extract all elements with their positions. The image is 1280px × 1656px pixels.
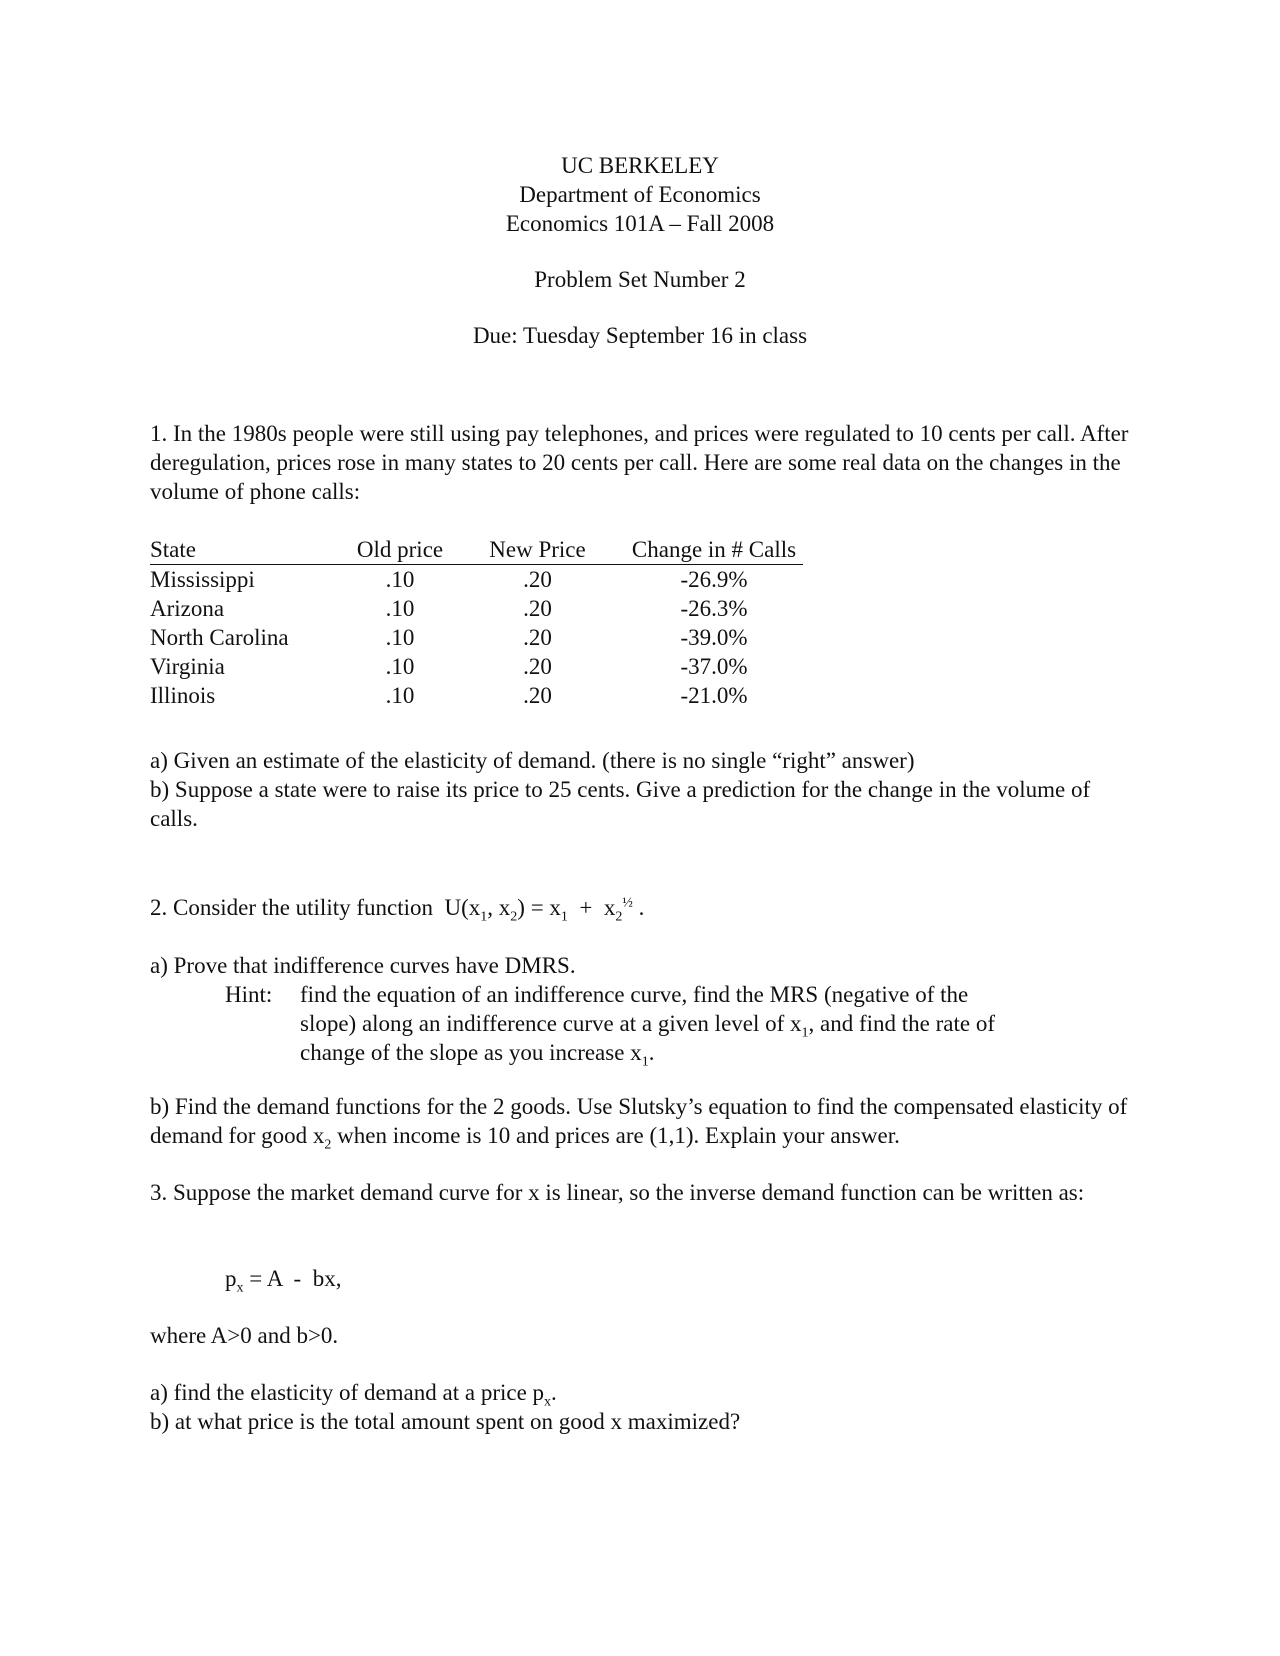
question-3-parts <box>150 1378 1130 1436</box>
document-header <box>0 151 1280 350</box>
question-2-intro: 2. Consider the utility function $U(x_1$, $x_2) = x_1 + x_2^{\frac{1}{2}}$ . <box>150 895 645 925</box>
due-date: Due: Tuesday September 16 in class <box>472 323 808 348</box>
column-header-old-price: Old price <box>350 535 450 565</box>
table-row: Illinois .10 .20 -21.0% <box>150 683 748 708</box>
phone-calls-table <box>150 535 803 710</box>
table-row: Virginia .10 .20 -37.0% <box>150 654 748 679</box>
course-title: Economics 101A – Fall 2008 <box>505 211 775 236</box>
question-2b: b) Find the demand functions for the 2 goods. Use Slutsky’s equation to find the compensated elasticity of demand for good $x_2$ when income is 10 and prices are (1,1). Explain your answer. <box>150 1094 1128 1153</box>
question-1-parts <box>150 746 1130 833</box>
question-3-intro: 3. Suppose the market demand curve for x is linear, so the inverse demand function can be written as: <box>150 1180 1085 1205</box>
utility-function: $U(x_1$, $x_2) = x_1 + x_2^{\frac{1}{2}}$ . <box>444 895 645 925</box>
table-row: Arizona .10 .20 -26.3% <box>150 596 748 621</box>
hint-text: find the equation of an indifference curve, find the MRS (negative of the slope) along an indifference curve at a given level of $x_1$, and find the rate of change of the slope as you increase $x_1$. <box>300 982 996 1070</box>
question-1b: b) Suppose a state were to raise its price to 25 cents. Give a prediction for the change in the volume of calls. <box>150 777 1091 831</box>
inverse-demand-equation: $p_x = A$ - bx, <box>225 1266 342 1296</box>
hint-label: Hint: <box>225 982 273 1007</box>
question-2a: a) Prove that indifference curves have DMRS. Hint: find the equation of an indifference curve, find the MRS (negative of the slope) along an indifference curve at a given level of $x_1$, and find the rate of change of the slope as you increase $x_1$. <box>150 951 1130 1067</box>
table-row: North Carolina .10 .20 -39.0% <box>150 625 748 650</box>
department-title: Department of Economics <box>519 182 761 207</box>
column-header-change-calls: Change in # Calls <box>625 535 803 565</box>
question-1-intro: 1. In the 1980s people were still using pay telephones, and prices were regulated to 10 cents per call. After deregulation, prices rose in many states to 20 cents per call. Here are some real data on the changes in the volume of phone calls: <box>150 421 1129 504</box>
column-header-new-price: New Price <box>450 535 625 565</box>
problem-set-title: Problem Set Number 2 <box>534 267 746 292</box>
question-3a: a) find the elasticity of demand at a price $p_x$. <box>150 1380 557 1410</box>
question-3b: b) at what price is the total amount spent on good x maximized? <box>150 1409 741 1434</box>
column-header-state: State <box>150 535 350 565</box>
institution-title: UC BERKELEY <box>561 153 719 178</box>
table-row: Mississippi .10 .20 -26.9% <box>150 567 748 592</box>
question-1a: a) Given an estimate of the elasticity of demand. (there is no single “right” answer) <box>150 748 915 773</box>
question-3-condition: where A>0 and b>0. <box>150 1323 339 1348</box>
